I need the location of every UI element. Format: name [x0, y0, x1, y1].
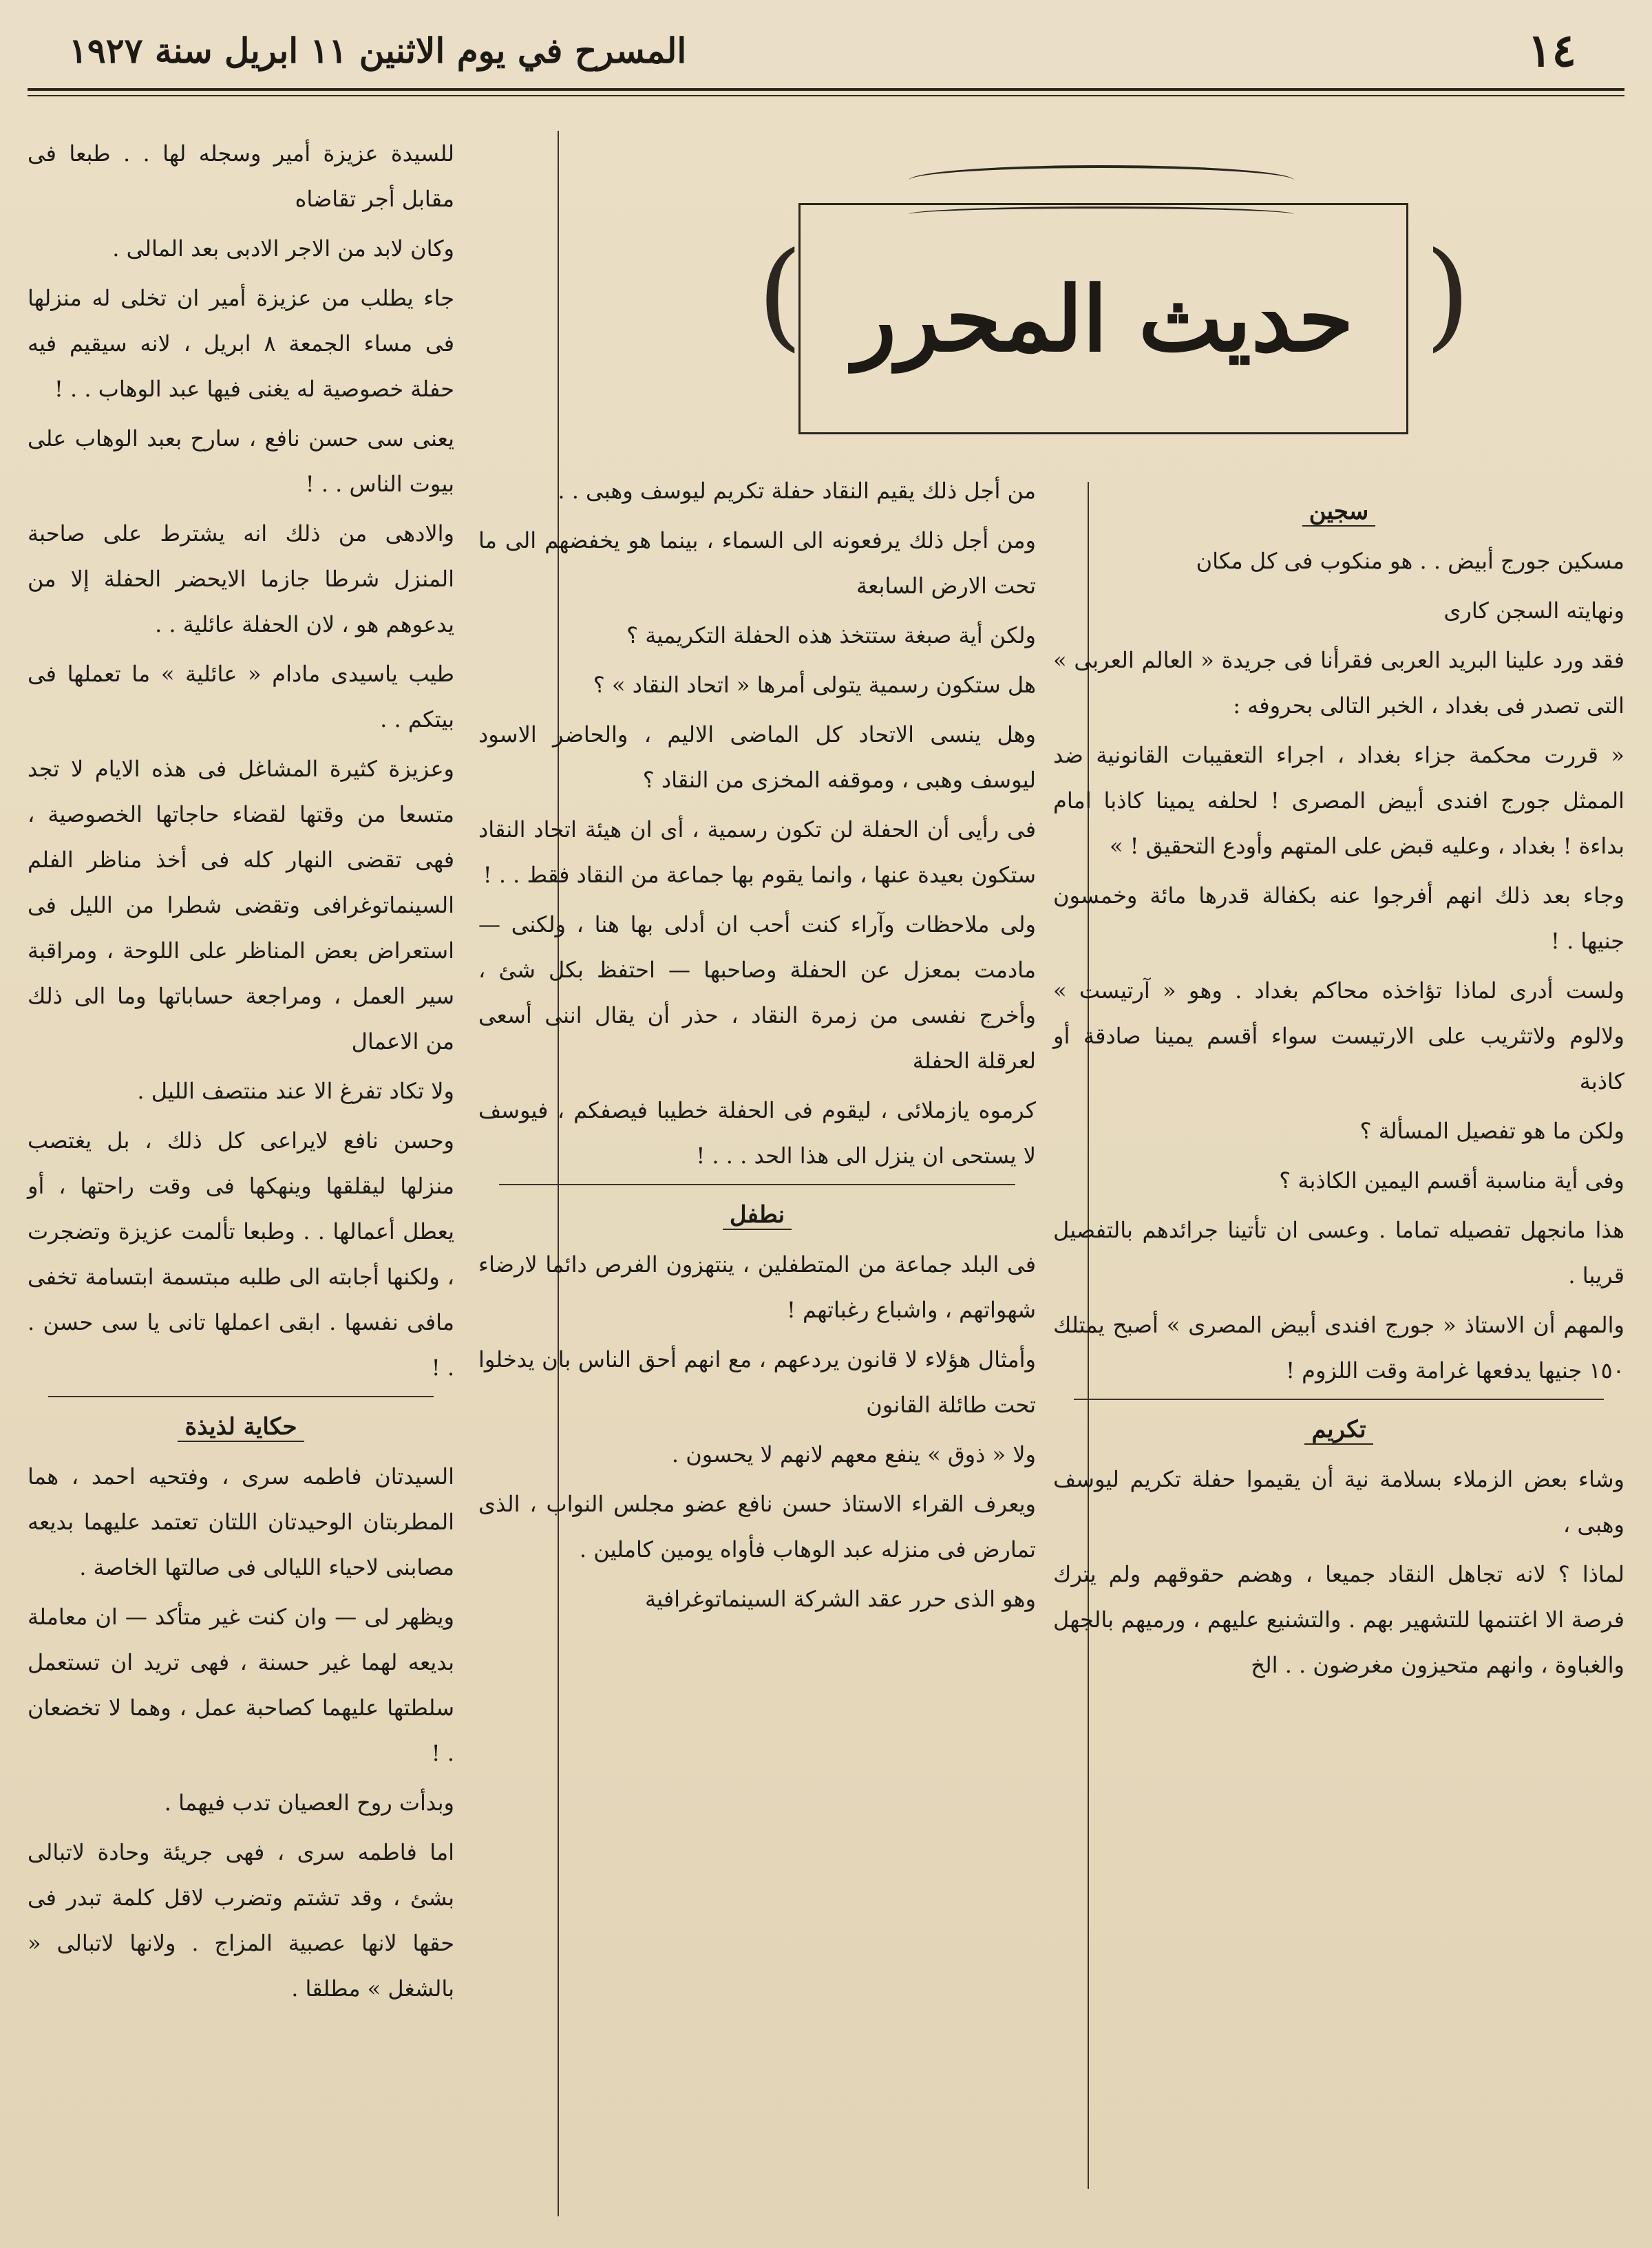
column-left	[28, 131, 454, 2216]
paragraph: فقد ورد علينا البريد العربى فقرأنا فى جريدة « العالم العربى » التى تصدر فى بغداد ، الخبر التالى بحروفه :	[1053, 647, 1624, 719]
paragraph: هذا مانجهل تفصيله تماما . وعسى ان تأتينا جرائدهم بالتفصيل قريبا .	[1053, 1217, 1624, 1289]
paragraph: اما فاطمه سرى ، فهى جريئة وحادة لاتبالى بشئ ، وقد تشتم وتضرب لاقل كلمة تبدر فى حقها لانها عصبية المزاج . ولانها لاتبالى « بالشغل » مطلقا .	[28, 1839, 454, 2002]
paragraph: وشاء بعض الزملاء بسلامة نية أن يقيموا حفلة تكريم ليوسف وهبى ،	[1053, 1466, 1624, 1538]
paragraph: كرموه يازملائى ، ليقوم فى الحفلة خطيبا فيصفكم ، فيوسف لا يستحى ان ينزل الى هذا الحد . . . !	[478, 1097, 1037, 1169]
section-heading: سجين	[1053, 489, 1624, 534]
paragraph: ولكن ما هو تفصيل المسألة ؟	[1359, 1118, 1624, 1144]
paragraph: ونهايته السجن كارى	[1443, 597, 1624, 624]
section-heading: تكريم	[1053, 1407, 1624, 1452]
ornament-swash-top	[909, 165, 1294, 195]
paragraph: والادهى من ذلك انه يشترط على صاحبة المنزل شرطا جازما الايحضر الحفلة إلا من يدعوهم هو ، لان الحفلة عائلية . .	[28, 520, 454, 637]
section-divider	[1074, 1399, 1604, 1400]
ornament-parenthesis-right: (	[1425, 227, 1471, 363]
editor-column-title-box	[798, 203, 1408, 434]
paragraph: ومن أجل ذلك يرفعونه الى السماء ، بينما هو يخفضهم الى ما تحت الارض السابعة	[478, 527, 1037, 599]
paragraph: طيب ياسيدى مادام « عائلية » ما تعملها فى بيتكم . .	[28, 661, 454, 732]
paragraph: وأمثال هؤلاء لا قانون يردعهم ، مع انهم أحق الناس بان يدخلوا تحت طائلة القانون	[478, 1346, 1036, 1418]
paragraph: ولا « ذوق » ينفع معهم لانهم لا يحسون .	[671, 1441, 1036, 1467]
ornament-parenthesis-left: )	[757, 227, 803, 363]
section-heading: حكاية لذيذة	[28, 1404, 454, 1450]
masthead	[41, 19, 1611, 81]
paragraph: يعنى سى حسن نافع ، سارح بعبد الوهاب على بيوت الناس . . !	[28, 425, 454, 497]
section-divider	[48, 1396, 434, 1397]
paragraph: « قررت محكمة جزاء بغداد ، اجراء التعقيبات القانونية ضد الممثل جورج افندى أبيض المصرى ! لحلفه يمينا كاذبا امام بداءة ! بغداد ، وعليه قبض على المتهم وأودع التحقيق ! »	[1053, 742, 1624, 859]
paragraph: وعزيزة كثيرة المشاغل فى هذه الايام لا تجد متسعا من وقتها لقضاء حاجاتها الخصوصية ، فهى تقضى النهار كله فى أخذ مناظر الفلم السينماتوغرافى وتقضى شطرا من الليل فى استعراض بعض المناظر على اللوحة ، ومراقبة سير العمل ، ومراجعة حساباتها وما الى ذلك من الاعمال	[28, 756, 454, 1054]
paragraph: فى رأيى أن الحفلة لن تكون رسمية ، أى ان هيئة اتحاد النقاد ستكون بعيدة عنها ، وانما يقوم بها جماعة من النقاد فقط . . !	[478, 816, 1036, 888]
section-heading: نطفل	[478, 1192, 1036, 1238]
paragraph: وجاء بعد ذلك انهم أفرجوا عنه بكفالة قدرها مائة وخمسون جنيها . !	[1053, 882, 1625, 954]
paragraph: وكان لابد من الاجر الادبى بعد المالى .	[112, 235, 454, 262]
paragraph: جاء يطلب من عزيزة أمير ان تخلى له منزلها فى مساء الجمعة ٨ ابريل ، لانه سيقيم فيه حفلة خصوصية له يغنى فيها عبد الوهاب . . !	[28, 285, 455, 402]
masthead-rule-thin	[28, 95, 1624, 96]
page-number: ١٤	[1527, 23, 1576, 77]
paragraph: ويظهر لى — وان كنت غير متأكد — ان معاملة بديعه لهما غير حسنة ، فهى تريد ان تستعمل سلطتها عليهما كصاحبة عمل ، وهما لا تخضعان . !	[28, 1604, 454, 1766]
paragraph: من أجل ذلك يقيم النقاد حفلة تكريم ليوسف وهبى . .	[558, 478, 1036, 504]
paragraph: ولا تكاد تفرغ الا عند منتصف الليل .	[137, 1078, 454, 1104]
masthead-rule	[28, 88, 1624, 91]
paragraph: ولست أدرى لماذا تؤاخذه محاكم بغداد . وهو « آرتيست » ولالوم ولاتثريب على الارتيست سواء أقسم يمينا صادقة أو كاذبة	[1053, 977, 1624, 1094]
paragraph: فى البلد جماعة من المتطفلين ، ينتهزون الفرص دائما لارضاء شهواتهم ، واشباع رغباتهم !	[478, 1251, 1037, 1323]
paragraph: وفى أية مناسبة أقسم اليمين الكاذبة ؟	[1279, 1167, 1624, 1194]
section-divider	[499, 1184, 1015, 1185]
paragraph: ولى ملاحظات وآراء كنت أحب ان أدلى بها هنا ، ولكنى — مادمت بمعزل عن الحفلة وصاحبها — احتفظ بكل شئ ، وأخرج نفسى من زمرة النقاد ، حذر أن يقال اننى أسعى لعرقلة الحفلة	[478, 911, 1037, 1074]
column-right	[1053, 482, 1624, 2216]
issue-line: المسرح في يوم الاثنين ١١ ابريل سنة ١٩٢٧	[69, 30, 687, 71]
paragraph: للسيدة عزيزة أمير وسجله لها . . طبعا فى مقابل أجر تقاضاه	[28, 140, 454, 212]
paragraph: ويعرف القراء الاستاذ حسن نافع عضو مجلس النواب ، الذى تمارض فى منزله عبد الوهاب فأواه يومين كاملين .	[478, 1491, 1036, 1562]
editor-column-title: حديث المحرر	[853, 266, 1354, 372]
paragraph: وهل ينسى الاتحاد كل الماضى الاليم ، والحاضر الاسود ليوسف وهبى ، وموقفه المخزى من النقاد ؟	[478, 721, 1036, 793]
paragraph: وحسن نافع لايراعى كل ذلك ، بل يغتصب منزلها ليقلقها وينهكها فى وقت راحتها ، أو يعطل أعمالها . . وطبعا تألمت عزيزة وتضجرت ، ولكنها أجابته الى طلبه مبتسمة ابتسامة تخفى مافى نفسها . ابقى اعملها تانى يا سى حسن . . !	[28, 1127, 454, 1381]
paragraph: لماذا ؟ لانه تجاهل النقاد جميعا ، وهضم حقوقهم ولم يترك فرصة الا اغتنمها للتشهير بهم . والتشنيع عليهم ، ورميهم بالجهل والغباوة ، وانهم متحيزون مغرضون . . الخ	[1053, 1561, 1624, 1678]
paragraph: هل ستكون رسمية يتولى أمرها « اتحاد النقاد » ؟	[593, 672, 1036, 698]
paragraph: مسكين جورج أبيض . . هو منكوب فى كل مكان	[1196, 548, 1624, 574]
paragraph: ولكن أية صبغة ستتخذ هذه الحفلة التكريمية ؟	[626, 622, 1036, 648]
paragraph: السيدتان فاطمه سرى ، وفتحيه احمد ، هما المطربتان الوحيدتان اللتان تعتمد عليهما بديعه مصابنى لاحياء الليالى فى صالتها الخاصة .	[28, 1463, 454, 1580]
column-middle	[478, 468, 1036, 2216]
paragraph: والمهم أن الاستاذ « جورج افندى أبيض المصرى » أصبح يمتلك ١٥٠ جنيها يدفعها غرامة وقت اللزوم !	[1053, 1312, 1624, 1383]
paragraph: وبدأت روح العصيان تدب فيهما .	[164, 1790, 454, 1816]
paragraph: وهو الذى حرر عقد الشركة السينماتوغرافية	[645, 1586, 1036, 1612]
